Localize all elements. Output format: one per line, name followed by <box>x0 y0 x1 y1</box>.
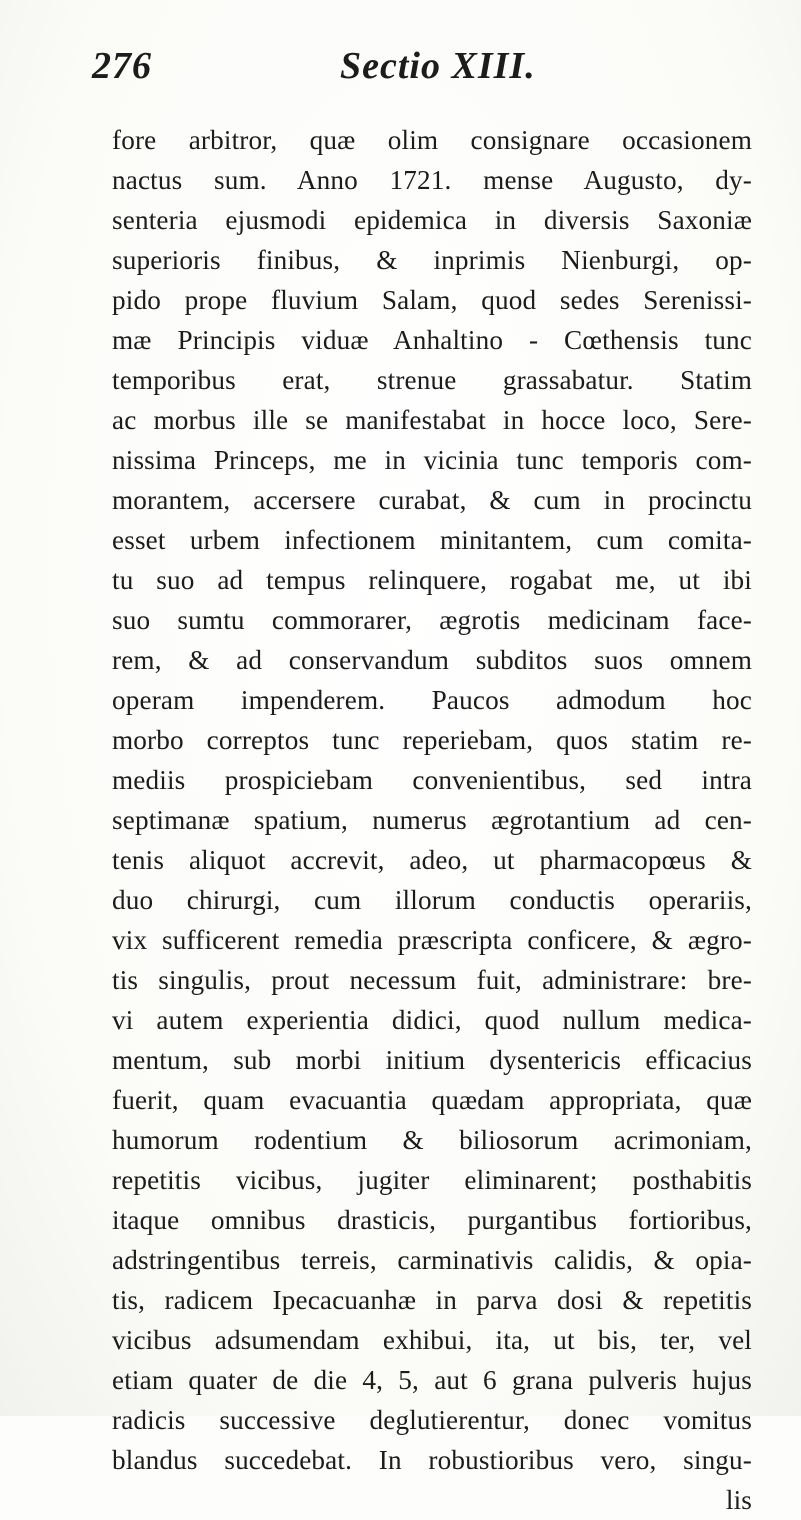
text-line: mentum, sub morbi initium dysentericis efficacius <box>112 1045 752 1075</box>
text-line: morbo correptos tunc reperiebam, quos statim re- <box>112 725 752 755</box>
text-line: tu suo ad tempus relinquere, rogabat me, ut ibi <box>112 565 752 595</box>
section-title: Sectio XIII. <box>340 45 536 87</box>
text-line: temporibus erat, strenue grassabatur. Statim <box>112 365 752 395</box>
text-line: rem, & ad conservandum subditos suos omnem <box>112 645 752 675</box>
text-line: radicis successive deglutierentur, donec vomitus <box>112 1405 752 1435</box>
text-line: tis singulis, prout necessum fuit, administrare: bre- <box>112 965 752 995</box>
text-line: nactus sum. Anno 1721. mense Augusto, dy- <box>112 165 752 195</box>
text-line: duo chirurgi, cum illorum conductis operariis, <box>112 885 752 915</box>
text-line: mæ Principis viduæ Anhaltino - Cœthensis tunc <box>112 325 752 355</box>
text-line: mediis prospiciebam convenientibus, sed intra <box>112 765 752 795</box>
text-line: senteria ejusmodi epidemica in diversis Saxoniæ <box>112 205 752 235</box>
text-line: blandus succedebat. In robustioribus vero, singu- <box>112 1445 752 1475</box>
text-line: nissima Princeps, me in vicinia tunc temporis com- <box>112 445 752 475</box>
text-line: adstringentibus terreis, carminativis calidis, & opia- <box>112 1245 752 1275</box>
running-header <box>0 44 801 104</box>
text-line: vix sufficerent remedia præscripta conficere, & ægro- <box>112 925 752 955</box>
body-text <box>112 120 752 1520</box>
text-line: septimanæ spatium, numerus ægrotantium ad cen- <box>112 805 752 835</box>
text-line: ac morbus ille se manifestabat in hocce loco, Sere- <box>112 405 752 435</box>
text-line: morantem, accersere curabat, & cum in procinctu <box>112 485 752 515</box>
catchword: lis <box>725 1485 752 1515</box>
text-line: itaque omnibus drasticis, purgantibus fortioribus, <box>112 1205 752 1235</box>
text-line: pido prope fluvium Salam, quod sedes Serenissi- <box>112 285 752 315</box>
text-line: repetitis vicibus, jugiter eliminarent; posthabitis <box>112 1165 752 1195</box>
text-line: tenis aliquot accrevit, adeo, ut pharmacopœus & <box>112 845 752 875</box>
text-line: superioris finibus, & inprimis Nienburgi, op- <box>112 245 752 275</box>
text-line: fuerit, quam evacuantia quædam appropriata, quæ <box>112 1085 752 1115</box>
text-line: fore arbitror, quæ olim consignare occasionem <box>112 125 752 155</box>
text-line: operam impenderem. Paucos admodum hoc <box>112 685 752 715</box>
text-line: vi autem experientia didici, quod nullum medica- <box>112 1005 752 1035</box>
text-line: esset urbem infectionem minitantem, cum comita- <box>112 525 752 555</box>
text-line: etiam quater de die 4, 5, aut 6 grana pulveris hujus <box>112 1365 752 1395</box>
text-line: vicibus adsumendam exhibui, ita, ut bis, ter, vel <box>112 1325 752 1355</box>
text-line: suo sumtu commorarer, ægrotis medicinam face- <box>112 605 752 635</box>
text-line: humorum rodentium & biliosorum acrimoniam, <box>112 1125 752 1155</box>
text-line: tis, radicem Ipecacuanhæ in parva dosi & repetitis <box>112 1285 752 1315</box>
page-number: 276 <box>92 45 152 87</box>
